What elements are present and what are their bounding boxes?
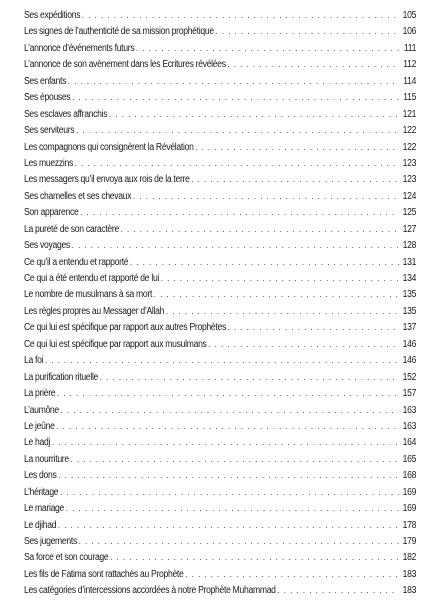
toc-entry-title: Son apparence <box>24 207 79 219</box>
toc-entry <box>24 552 416 568</box>
toc-dot-leader <box>57 388 399 398</box>
toc-entry-title: L’annonce de son avènement dans les Écritures révélées <box>24 59 226 71</box>
toc-entry-page-number: 128 <box>402 240 417 252</box>
toc-dot-leader <box>185 569 399 579</box>
toc-entry-title: Ses expéditions <box>24 10 81 21</box>
table-of-contents <box>24 10 416 602</box>
toc-entry <box>24 569 416 585</box>
toc-entry <box>24 273 416 289</box>
toc-entry-title: Ce qui lui est spécifique par rapport aux musulmans <box>24 338 207 350</box>
toc-entry <box>24 191 416 207</box>
toc-dot-leader <box>133 191 399 201</box>
toc-entry-title: La pureté de son caractère <box>24 223 119 235</box>
toc-entry <box>24 520 416 536</box>
toc-entry-title: Le mariage <box>24 503 65 515</box>
toc-entry <box>24 43 416 59</box>
toc-entry-title: Sa force et son courage <box>24 552 109 564</box>
toc-entry <box>24 355 416 371</box>
toc-entry <box>24 174 416 190</box>
toc-entry-page-number: 131 <box>402 256 417 268</box>
toc-entry <box>24 405 416 421</box>
toc-dot-leader <box>45 355 399 365</box>
toc-dot-leader <box>136 43 399 53</box>
toc-entry-title: L’héritage <box>24 486 59 498</box>
toc-entry-page-number: 115 <box>403 92 417 104</box>
toc-entry <box>24 125 416 141</box>
toc-entry-page-number: 137 <box>402 322 417 334</box>
toc-entry-page-number: 112 <box>403 59 417 71</box>
toc-dot-leader <box>228 322 399 332</box>
toc-entry <box>24 454 416 470</box>
toc-entry <box>24 207 416 223</box>
toc-entry-page-number: 111 <box>403 42 417 54</box>
toc-entry-page-number: 134 <box>402 273 417 284</box>
toc-dot-leader <box>79 536 399 546</box>
toc-dot-leader <box>58 520 399 530</box>
toc-dot-leader <box>100 372 399 382</box>
toc-dot-leader <box>76 125 399 135</box>
toc-entry-page-number: 169 <box>402 503 417 515</box>
toc-entry <box>24 306 416 322</box>
toc-dot-leader <box>130 257 399 267</box>
toc-entry <box>24 92 416 108</box>
toc-entry <box>24 289 416 305</box>
toc-entry-page-number: 165 <box>402 453 417 465</box>
toc-entry-title: Ses serviteurs <box>24 125 75 137</box>
toc-entry-title: Les règles propres au Messager d’Allah <box>24 305 165 317</box>
toc-dot-leader <box>154 289 399 299</box>
toc-entry-title: L’aumône <box>24 404 59 416</box>
toc-entry-page-number: 169 <box>402 486 417 498</box>
toc-entry-title: Les muezzins <box>24 157 73 169</box>
toc-dot-leader <box>68 76 399 86</box>
toc-entry-title: Le nombre de musulmans à sa mort <box>24 289 153 301</box>
toc-dot-leader <box>161 273 399 283</box>
toc-entry <box>24 339 416 355</box>
toc-entry-page-number: 183 <box>402 568 417 580</box>
toc-entry <box>24 240 416 256</box>
toc-entry-title: La prière <box>24 388 56 400</box>
toc-entry <box>24 503 416 519</box>
toc-entry-title: Ses épouses <box>24 92 71 104</box>
toc-entry-page-number: 146 <box>402 338 417 350</box>
toc-dot-leader <box>82 10 399 20</box>
toc-entry <box>24 59 416 75</box>
toc-dot-leader <box>72 240 399 250</box>
toc-entry-title: Ce qui a été entendu et rapporté de lui <box>24 273 160 284</box>
toc-entry-page-number: 121 <box>402 108 417 120</box>
toc-entry-page-number: 179 <box>402 536 417 547</box>
toc-entry-title: Les catégories d’intercessions accordées à notre Prophète Muhammad <box>24 585 276 597</box>
toc-entry-title: Ses voyages <box>24 240 70 252</box>
toc-entry-page-number: 163 <box>402 404 417 416</box>
toc-entry-title: Le jeûne <box>24 420 55 432</box>
toc-dot-leader <box>61 405 399 415</box>
toc-entry <box>24 372 416 388</box>
toc-dot-leader <box>208 339 399 349</box>
toc-entry-title: La nourriture <box>24 453 69 465</box>
toc-entry-page-number: 182 <box>402 552 417 564</box>
toc-entry-page-number: 163 <box>402 420 417 432</box>
toc-dot-leader <box>277 585 398 595</box>
toc-entry <box>24 322 416 338</box>
toc-entry <box>24 421 416 437</box>
toc-entry <box>24 109 416 125</box>
toc-dot-leader <box>71 454 399 464</box>
toc-entry-title: Les signes de l’authenticité de sa mission prophétique <box>24 26 214 38</box>
toc-entry-page-number: 122 <box>402 141 417 153</box>
toc-entry-page-number: 146 <box>402 355 417 367</box>
toc-dot-leader <box>58 470 399 480</box>
toc-entry-page-number: 114 <box>403 75 417 87</box>
toc-entry-title: La purification rituelle <box>24 371 99 383</box>
toc-dot-leader <box>121 224 399 234</box>
toc-entry <box>24 10 416 26</box>
toc-entry-page-number: 178 <box>402 519 417 531</box>
toc-dot-leader <box>216 26 399 36</box>
toc-dot-leader <box>60 487 399 497</box>
toc-entry <box>24 76 416 92</box>
toc-entry-page-number: 123 <box>402 174 417 186</box>
toc-entry-page-number: 106 <box>402 26 417 38</box>
toc-entry-title: Ses enfants <box>24 75 67 87</box>
toc-entry-title: La foi <box>24 355 44 367</box>
toc-entry-title: Les messagers qu’il envoya aux rois de la terre <box>24 174 190 186</box>
toc-entry-title: Ses jugements <box>24 536 77 547</box>
toc-entry-title: Le hadj <box>24 437 51 449</box>
toc-entry <box>24 585 416 601</box>
toc-dot-leader <box>72 92 399 102</box>
toc-entry-title: Les dons <box>24 470 57 482</box>
toc-entry-page-number: 135 <box>402 289 417 301</box>
toc-dot-leader <box>227 59 398 69</box>
toc-dot-leader <box>191 174 399 184</box>
toc-entry <box>24 257 416 273</box>
toc-dot-leader <box>110 552 399 562</box>
toc-dot-leader <box>166 306 399 316</box>
toc-dot-leader <box>75 158 399 168</box>
toc-entry <box>24 470 416 486</box>
toc-entry-title: Les fils de Fatima sont rattachés au Prophète <box>24 568 184 580</box>
toc-dot-leader <box>109 109 399 119</box>
toc-entry <box>24 158 416 174</box>
toc-entry-title: Ce qu’il a entendu et rapporté <box>24 256 129 268</box>
toc-entry-page-number: 168 <box>402 470 417 482</box>
toc-entry <box>24 142 416 158</box>
toc-entry-page-number: 123 <box>402 157 417 169</box>
toc-entry-page-number: 127 <box>402 223 417 235</box>
toc-dot-leader <box>56 421 399 431</box>
toc-entry-title: L’annonce d’événements futurs <box>24 42 135 54</box>
toc-entry <box>24 26 416 42</box>
toc-entry-title: Ce qui lui est spécifique par rapport aux autres Prophètes <box>24 322 226 334</box>
toc-entry <box>24 224 416 240</box>
toc-dot-leader <box>195 142 399 152</box>
toc-dot-leader <box>80 207 399 217</box>
toc-dot-leader <box>52 437 399 447</box>
toc-entry-page-number: 164 <box>402 437 417 449</box>
toc-dot-leader <box>66 503 399 513</box>
toc-entry <box>24 437 416 453</box>
toc-entry <box>24 388 416 404</box>
toc-entry-page-number: 157 <box>402 388 417 400</box>
toc-entry-page-number: 135 <box>402 305 417 317</box>
toc-entry-title: Les compagnons qui consignèrent la Révélation <box>24 141 194 153</box>
toc-entry-page-number: 122 <box>402 125 417 137</box>
toc-entry-page-number: 183 <box>402 585 417 597</box>
toc-entry-title: Ses esclaves affranchis <box>24 108 108 120</box>
toc-entry <box>24 536 416 552</box>
toc-entry-page-number: 124 <box>402 190 417 202</box>
toc-entry-title: Le djihad <box>24 519 57 531</box>
toc-entry-page-number: 125 <box>402 207 417 219</box>
toc-entry-page-number: 105 <box>402 10 417 21</box>
toc-entry <box>24 487 416 503</box>
toc-entry-page-number: 152 <box>402 371 417 383</box>
toc-entry-title: Ses chamelles et ses chevaux <box>24 190 132 202</box>
